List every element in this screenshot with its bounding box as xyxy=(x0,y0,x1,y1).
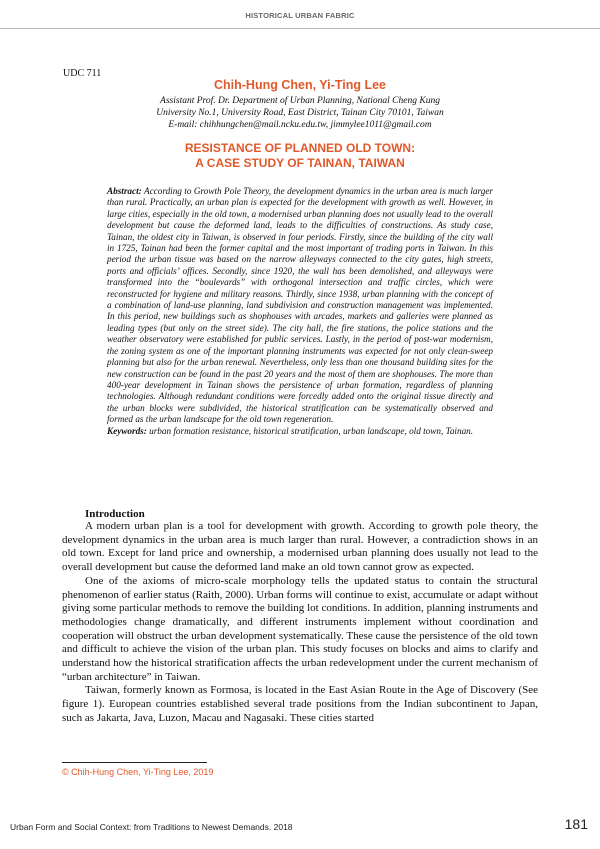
section-heading-introduction: Introduction xyxy=(85,508,145,520)
udc-code: UDC 711 xyxy=(63,68,102,79)
abstract-block xyxy=(107,186,493,437)
page-number: 181 xyxy=(564,816,588,832)
header-divider xyxy=(0,28,600,29)
affiliation-line-2: University No.1, University Road, East District, Tainan City 70101, Taiwan xyxy=(156,108,444,118)
paragraph: One of the axioms of micro-scale morphology tells the updated status to contain the structural phenomenon of earlier status (Raith, 2000). Urban forms will continue to exist, accumulate or adapt without giving some particular methods to remove the building lot conditions. In addition, planning instruments and methodologies change dramatically, and different instruments implement without coordination and cooperation will obstruct the urban development systematically. These cause the persistence of the old town and difficult to achieve the vision of the urban plan. This study focuses on blocks and aims to clarify and understand how the historical stratification affects the urban redevelopment under the current mechanism of “urban architecture” in Taiwan. xyxy=(62,574,538,683)
introduction-body xyxy=(62,520,538,726)
abstract-text: According to Growth Pole Theory, the development dynamics in the urban area is much larger than rural. Practically, an urban plan is expected for the development with growth as well. However, in large cities, especially in the old town, a modernised urban planning does not usually lead to the overall development but cause the deformed land, leads to the difficulties of constructions. As study case, Tainan, the oldest city in Taiwan, is observed in four periods. Firstly, since the building of the city wall in 1725, Tainan had been the former capital and the most important of trading ports in Taiwan. In this period the urban tissue was based on the narrow alleyways connected to the city gates, high streets, ports and officials’ offices. Secondly, since 1920, the wall has been demolished, and alleyways were transformed into the “boulevards” with orthogonal intersection and traffic circles, which were reconstructed for hygiene and military reasons. Thirdly, since 1938, urban planning with the concept of a combination of land-use planning, land subdivision and construction management was implemented. In this period, new buildings such as shophouses with arcades, markets and galleries were planned as leading types (but only on the street side). The city hall, the fire stations, the police stations and the weather observatory were established for public services. Lastly, in the period of post-war modernism, the zoning system as one of the important planning instruments was expected for not only clean-sweep planning but also for the urban renewal. Nevertheless, only less than one thousand building sites for the new construction can be found in the past 20 years and the most of them are shophouses. The more than 400-year development in Tainan shows the persistence of urban formation, regardless of planning technologies. Although redundant conditions were forcedly added onto the original tissue directly and the urban blocks were subdivided, the historical stratification can be systematically observed and formed as the urban landscape for the old town regeneration. xyxy=(107,186,493,425)
paragraph: Taiwan, formerly known as Formosa, is located in the East Asian Route in the Age of Discovery (See figure 1). European countries established several trade positions from the Indian subcontinent to Japan, such as Jakarta, Java, Luzon, Macau and Nagasaki. These cities started xyxy=(62,684,538,724)
affiliation-email: E-mail: chihhungchen@mail.ncku.edu.tw, jimmylee1011@gmail.com xyxy=(168,120,432,130)
copyright-footnote: © Chih-Hung Chen, Yi-Ting Lee, 2019 xyxy=(62,767,214,777)
paper-title-line-1: RESISTANCE OF PLANNED OLD TOWN: xyxy=(184,141,416,155)
paper-title-line-2: A CASE STUDY OF TAINAN, TAIWAN xyxy=(195,156,405,170)
keywords-label: Keywords: xyxy=(107,425,147,436)
paragraph: A modern urban plan is a tool for development with growth. According to growth pole theory, the development dynamics in the urban area is much larger than rural. However, a contradiction shows in an old town. Except for land price and ownership, a modernised urban planning does usually not lead to the overall development but cause the deformed land make an old town cannot grow as expected. xyxy=(62,520,538,574)
running-header: HISTORICAL URBAN FABRIC xyxy=(245,11,355,20)
author-names: Chih-Hung Chen, Yi-Ting Lee xyxy=(214,78,386,92)
journal-footer: Urban Form and Social Context: from Traditions to Newest Demands. 2018 xyxy=(10,822,293,832)
keywords-text: urban formation resistance, historical stratification, urban landscape, old town, Tainan. xyxy=(149,425,474,436)
affiliation-line-1: Assistant Prof. Dr. Department of Urban Planning, National Cheng Kung xyxy=(160,96,440,106)
footnote-divider xyxy=(62,762,207,763)
abstract-label: Abstract: xyxy=(107,186,142,196)
